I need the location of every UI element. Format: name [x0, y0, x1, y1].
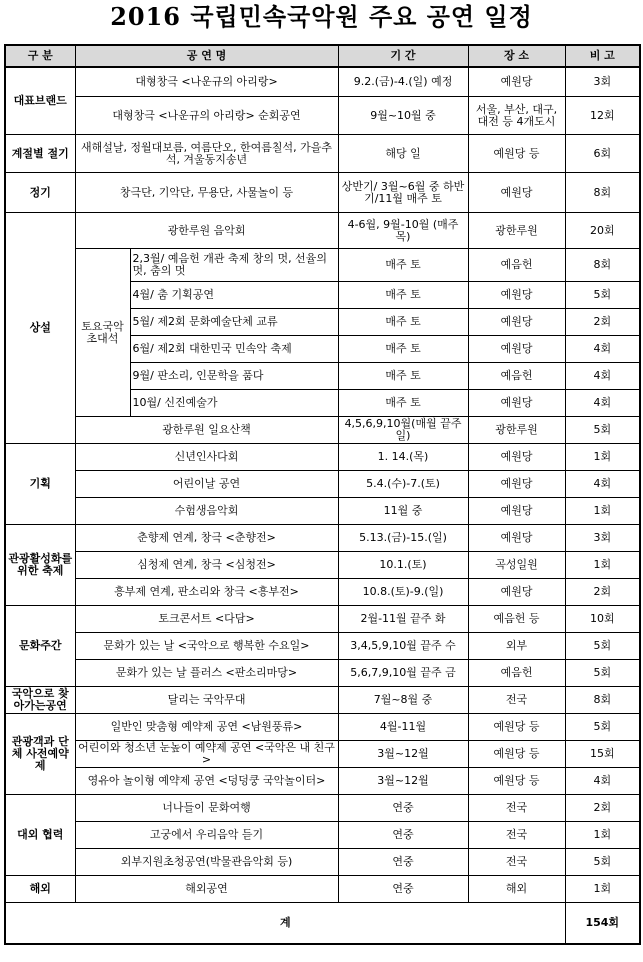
note-cell: 6회 — [565, 135, 640, 173]
subcategory-cell: 토요국악 초대석 — [75, 249, 130, 417]
place-cell: 예원당 — [468, 282, 565, 309]
header-category: 구 분 — [5, 45, 75, 67]
note-cell: 12회 — [565, 97, 640, 135]
period-cell: 연중 — [338, 849, 468, 876]
table-row — [5, 213, 640, 249]
category-cell: 해외 — [5, 876, 75, 903]
note-cell: 5회 — [565, 417, 640, 444]
period-cell: 매주 토 — [338, 336, 468, 363]
title-cell: 수험생음악회 — [75, 498, 338, 525]
category-cell: 상설 — [5, 213, 75, 444]
period-cell: 11월 중 — [338, 498, 468, 525]
category-cell: 기획 — [5, 444, 75, 525]
place-cell: 예원당 등 — [468, 768, 565, 795]
note-cell: 2회 — [565, 795, 640, 822]
title-cell: 어린이날 공연 — [75, 471, 338, 498]
period-cell: 4,5,6,9,10월(매월 끝주 일) — [338, 417, 468, 444]
table-row — [5, 173, 640, 213]
note-cell: 5회 — [565, 660, 640, 687]
table-row — [5, 417, 640, 444]
table-row — [5, 67, 640, 97]
category-cell: 정기 — [5, 173, 75, 213]
note-cell: 1회 — [565, 498, 640, 525]
total-label: 계 — [5, 903, 565, 945]
place-cell: 예원당 — [468, 498, 565, 525]
period-cell: 5.13.(금)-15.(일) — [338, 525, 468, 552]
place-cell: 예원당 — [468, 471, 565, 498]
place-cell: 전국 — [468, 795, 565, 822]
place-cell: 전국 — [468, 849, 565, 876]
note-cell: 5회 — [565, 633, 640, 660]
note-cell: 3회 — [565, 525, 640, 552]
period-cell: 10.8.(토)-9.(일) — [338, 579, 468, 606]
table-row — [5, 498, 640, 525]
note-cell: 1회 — [565, 444, 640, 471]
period-cell: 매주 토 — [338, 282, 468, 309]
title-cell: 문화가 있는 날 <국악으로 행복한 수요일> — [75, 633, 338, 660]
note-cell: 4회 — [565, 390, 640, 417]
note-cell: 3회 — [565, 67, 640, 97]
table-row — [5, 714, 640, 741]
header-row — [5, 45, 640, 67]
note-cell: 20회 — [565, 213, 640, 249]
table-row — [5, 795, 640, 822]
header-note: 비 고 — [565, 45, 640, 67]
total-row — [5, 903, 640, 945]
schedule-table — [4, 44, 641, 945]
table-row — [5, 687, 640, 714]
table-row — [5, 525, 640, 552]
note-cell: 10회 — [565, 606, 640, 633]
table-row — [5, 822, 640, 849]
note-cell: 1회 — [565, 876, 640, 903]
table-row — [5, 579, 640, 606]
title-cell: 광한루원 음악회 — [75, 213, 338, 249]
title-cell: 광한루원 일요산책 — [75, 417, 338, 444]
header-title: 공 연 명 — [75, 45, 338, 67]
title-cell: 대형창극 <나운규의 아리랑> — [75, 67, 338, 97]
period-cell: 1. 14.(목) — [338, 444, 468, 471]
title-cell: 흥부제 연계, 판소리와 창극 <흥부전> — [75, 579, 338, 606]
table-row — [5, 633, 640, 660]
title-cell: 심청제 연계, 창극 <심청전> — [75, 552, 338, 579]
place-cell: 곡성일원 — [468, 552, 565, 579]
note-cell: 4회 — [565, 363, 640, 390]
place-cell: 광한루원 — [468, 417, 565, 444]
title-cell: 10월/ 신진예술가 — [130, 390, 338, 417]
note-cell: 4회 — [565, 768, 640, 795]
note-cell: 8회 — [565, 249, 640, 282]
place-cell: 서울, 부산, 대구, 대전 등 4개도시 — [468, 97, 565, 135]
place-cell: 예음헌 — [468, 249, 565, 282]
category-cell: 관광객과 단체 사전예약제 — [5, 714, 75, 795]
title-cell: 춘향제 연계, 창극 <춘향전> — [75, 525, 338, 552]
table-row — [5, 876, 640, 903]
period-cell: 10.1.(토) — [338, 552, 468, 579]
place-cell: 전국 — [468, 822, 565, 849]
place-cell: 예원당 — [468, 525, 565, 552]
place-cell: 광한루원 — [468, 213, 565, 249]
title-cell: 일반인 맞춤형 예약제 공연 <남원풍류> — [75, 714, 338, 741]
period-cell: 연중 — [338, 876, 468, 903]
period-cell: 연중 — [338, 822, 468, 849]
note-cell: 2회 — [565, 579, 640, 606]
note-cell: 1회 — [565, 822, 640, 849]
note-cell: 5회 — [565, 282, 640, 309]
place-cell: 예원당 등 — [468, 741, 565, 768]
period-cell: 매주 토 — [338, 249, 468, 282]
table-row — [5, 768, 640, 795]
period-cell: 상반기/ 3월~6월 중 하반기/11월 매주 토 — [338, 173, 468, 213]
title-cell: 어린이와 청소년 눈높이 예약제 공연 <국악은 내 친구> — [75, 741, 338, 768]
title-cell: 문화가 있는 날 플러스 <판소리마당> — [75, 660, 338, 687]
page-title: 2016 국립민속국악원 주요 공연 일정 — [110, 2, 533, 31]
place-cell: 예원당 — [468, 309, 565, 336]
title-cell: 대형창극 <나운규의 아리랑> 순회공연 — [75, 97, 338, 135]
table-row — [5, 249, 640, 282]
place-cell: 예원당 — [468, 579, 565, 606]
table-row — [5, 741, 640, 768]
period-cell: 3월~12월 — [338, 741, 468, 768]
total-note: 154회 — [565, 903, 640, 945]
period-cell: 5.4.(수)-7.(토) — [338, 471, 468, 498]
place-cell: 예음헌 등 — [468, 606, 565, 633]
table-row — [5, 444, 640, 471]
place-cell: 예음헌 — [468, 363, 565, 390]
title-cell: 새해설날, 정월대보름, 여름단오, 한여름칠석, 가을추석, 겨울동지송년 — [75, 135, 338, 173]
category-cell: 문화주간 — [5, 606, 75, 687]
period-cell: 5,6,7,9,10월 끝주 금 — [338, 660, 468, 687]
place-cell: 예원당 — [468, 173, 565, 213]
category-cell: 대표브랜드 — [5, 67, 75, 135]
period-cell: 3,4,5,9,10월 끝주 수 — [338, 633, 468, 660]
title-cell: 9월/ 판소리, 인문학을 품다 — [130, 363, 338, 390]
place-cell: 예원당 — [468, 390, 565, 417]
header-period: 기 간 — [338, 45, 468, 67]
period-cell: 매주 토 — [338, 363, 468, 390]
note-cell: 4회 — [565, 336, 640, 363]
place-cell: 예원당 — [468, 444, 565, 471]
note-cell: 1회 — [565, 552, 640, 579]
place-cell: 예원당 등 — [468, 714, 565, 741]
period-cell: 매주 토 — [338, 390, 468, 417]
place-cell: 해외 — [468, 876, 565, 903]
table-row — [5, 471, 640, 498]
period-cell: 4월-11월 — [338, 714, 468, 741]
period-cell: 해당 일 — [338, 135, 468, 173]
category-cell: 국악으로 찾아가는공연 — [5, 687, 75, 714]
title-cell: 5월/ 제2회 문화예술단체 교류 — [130, 309, 338, 336]
title-cell: 2,3월/ 예음헌 개관 축제 창의 멋, 선율의 멋, 춤의 멋 — [130, 249, 338, 282]
title-cell: 고궁에서 우리음악 듣기 — [75, 822, 338, 849]
table-row — [5, 660, 640, 687]
period-cell: 연중 — [338, 795, 468, 822]
place-cell: 예원당 — [468, 336, 565, 363]
table-row — [5, 97, 640, 135]
note-cell: 4회 — [565, 471, 640, 498]
note-cell: 8회 — [565, 173, 640, 213]
place-cell: 외부 — [468, 633, 565, 660]
category-cell: 관광활성화를 위한 축제 — [5, 525, 75, 606]
table-row — [5, 135, 640, 173]
period-cell: 9.2.(금)-4.(일) 예정 — [338, 67, 468, 97]
title-cell: 신년인사다회 — [75, 444, 338, 471]
table-row — [5, 606, 640, 633]
header-place: 장 소 — [468, 45, 565, 67]
title-cell: 토크콘서트 <다담> — [75, 606, 338, 633]
place-cell: 전국 — [468, 687, 565, 714]
note-cell: 2회 — [565, 309, 640, 336]
period-cell: 매주 토 — [338, 309, 468, 336]
category-cell: 대외 협력 — [5, 795, 75, 876]
note-cell: 5회 — [565, 849, 640, 876]
title-cell: 달리는 국악무대 — [75, 687, 338, 714]
title-cell: 영유아 놀이형 예약제 공연 <덩덩쿵 국악놀이터> — [75, 768, 338, 795]
title-cell: 창극단, 기악단, 무용단, 사물놀이 등 — [75, 173, 338, 213]
title-cell: 너나들이 문화여행 — [75, 795, 338, 822]
note-cell: 15회 — [565, 741, 640, 768]
title-cell: 4월/ 춤 기획공연 — [130, 282, 338, 309]
note-cell: 5회 — [565, 714, 640, 741]
title-cell: 해외공연 — [75, 876, 338, 903]
period-cell: 9월~10월 중 — [338, 97, 468, 135]
place-cell: 예원당 — [468, 67, 565, 97]
place-cell: 예음헌 — [468, 660, 565, 687]
table-row — [5, 552, 640, 579]
period-cell: 3월~12월 — [338, 768, 468, 795]
title-cell: 6월/ 제2회 대한민국 민속악 축제 — [130, 336, 338, 363]
note-cell: 8회 — [565, 687, 640, 714]
period-cell: 4-6월, 9월-10월 (매주 목) — [338, 213, 468, 249]
place-cell: 예원당 등 — [468, 135, 565, 173]
category-cell: 계절별 절기 — [5, 135, 75, 173]
title-cell: 외부지원초청공연(박물관음악회 등) — [75, 849, 338, 876]
period-cell: 7월~8월 중 — [338, 687, 468, 714]
period-cell: 2월-11월 끝주 화 — [338, 606, 468, 633]
table-row — [5, 849, 640, 876]
